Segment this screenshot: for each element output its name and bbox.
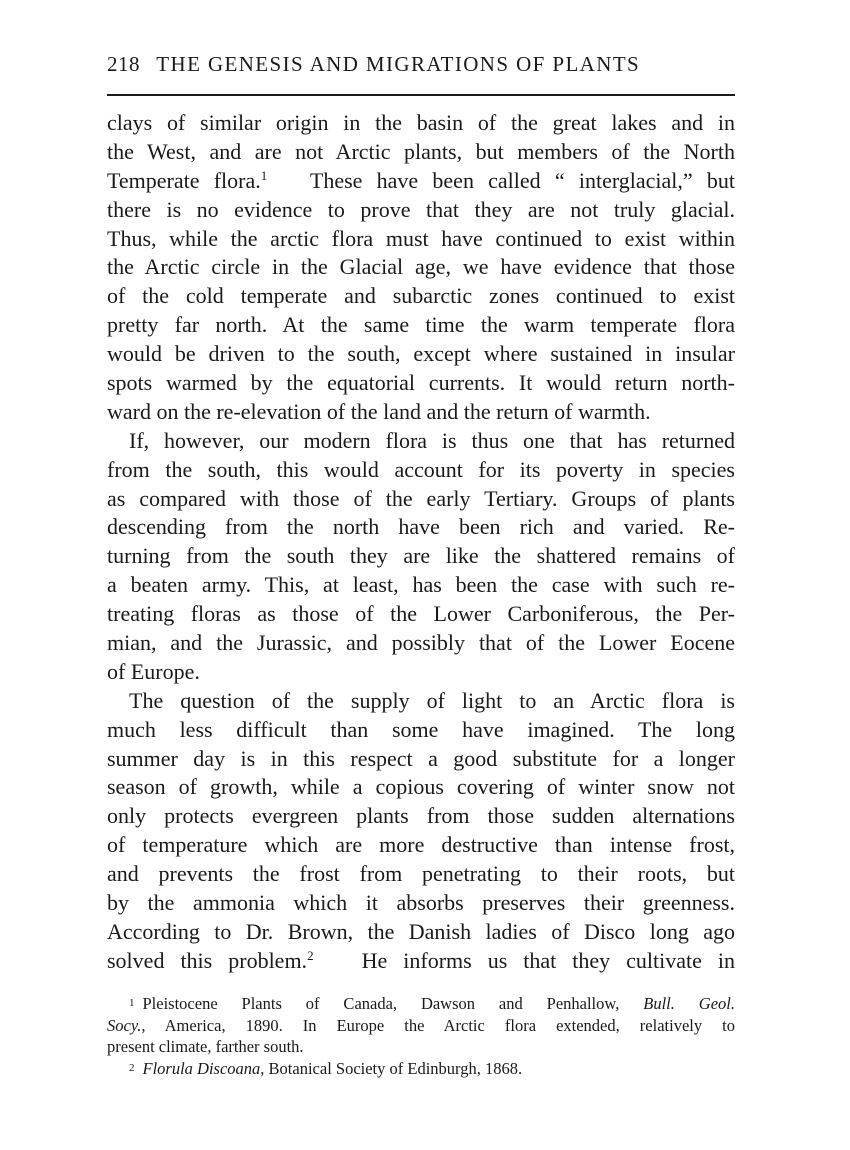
text-line: The question of the supply of light to an Arctic flora is (129, 687, 735, 713)
text-fragment: solved this problem. (107, 947, 308, 973)
text-line: of Europe. (107, 658, 200, 684)
footnote-marker: 1 (129, 997, 135, 1009)
text-line: turning from the south they are like the shattered remains of (107, 543, 735, 569)
footnote-reference: 1 (260, 167, 268, 183)
page-number: 218 (107, 52, 140, 76)
text-line: from the south, this would account for its poverty in species (107, 456, 735, 482)
text-line: descending from the north have been rich and varied. Re- (107, 514, 735, 540)
text-line: clays of similar origin in the basin of the great lakes and in (107, 110, 735, 135)
text-line: Thus, while the arctic flora must have continued to exist within (107, 225, 735, 251)
text-line: much less difficult than some have imagined. The long (107, 716, 735, 742)
book-page (107, 0, 735, 1150)
footnotes (107, 993, 735, 1079)
footnote-italic-text: Bull. Geol. (643, 994, 735, 1013)
footnote-text: Pleistocene Plants of Canada, Dawson and Penhallow, (142, 994, 644, 1013)
text-line: spots warmed by the equatorial currents. It would return north- (107, 370, 735, 396)
text-line: there is no evidence to prove that they are not truly glacial. (107, 196, 735, 222)
footnote-reference: 2 (307, 947, 314, 963)
text-line: the West, and are not Arctic plants, but members of the North (107, 138, 735, 164)
text-line: would be driven to the south, except where sustained in insular (107, 341, 735, 367)
text-line: mian, and the Jurassic, and possibly that of the Lower Eocene (107, 630, 735, 656)
text-fragment: These have been called “ interglacial,” but (309, 167, 736, 193)
footnote-line (107, 993, 735, 1015)
text-line (107, 947, 735, 976)
running-head (107, 52, 735, 82)
footnote-text: , Botanical Society of Edinburgh, 1868. (260, 1058, 523, 1078)
text-fragment: He informs us that they cultivate in (361, 947, 736, 973)
text-line: treating floras as those of the Lower Carboniferous, the Per- (107, 601, 735, 627)
text-line: a beaten army. This, at least, has been the case with such re- (107, 572, 735, 598)
body-text (107, 109, 735, 976)
footnote-marker: 2 (129, 1061, 135, 1074)
footnote-line: present climate, farther south. (107, 1037, 304, 1056)
footnote-line (107, 1015, 735, 1037)
text-line: and prevents the frost from penetrating to their roots, but (107, 861, 735, 887)
text-line: If, however, our modern flora is thus one that has returned (129, 427, 735, 453)
text-fragment: Temperate flora. (107, 167, 261, 193)
footnote-text: , America, 1890. In Europe the Arctic flora extended, relatively to (141, 1015, 735, 1035)
header-rule (107, 94, 735, 96)
text-line (107, 167, 735, 196)
text-line: ward on the re-elevation of the land and the return of warmth. (107, 398, 651, 424)
text-line: pretty far north. At the same time the warm temperate flora (107, 312, 735, 338)
text-line: only protects evergreen plants from those sudden alternations (107, 803, 735, 829)
footnote-line (107, 1058, 735, 1080)
text-line: season of growth, while a copious covering of winter snow not (107, 774, 735, 800)
text-line: of temperature which are more destructive than intense frost, (107, 832, 735, 858)
footnote-italic-text: Socy. (107, 1015, 142, 1035)
footnote-italic-text: Florula Discoana (142, 1058, 261, 1078)
text-line: the Arctic circle in the Glacial age, we have evidence that those (107, 254, 735, 280)
text-line: summer day is in this respect a good substitute for a longer (107, 745, 735, 771)
text-line: of the cold temperate and subarctic zones continued to exist (107, 283, 735, 309)
running-title: THE GENESIS AND MIGRATIONS OF PLANTS (156, 52, 641, 76)
text-line: According to Dr. Brown, the Danish ladies of Disco long ago (107, 918, 735, 944)
text-line: by the ammonia which it absorbs preserves their greenness. (107, 890, 735, 916)
text-line: as compared with those of the early Tertiary. Groups of plants (107, 485, 735, 511)
